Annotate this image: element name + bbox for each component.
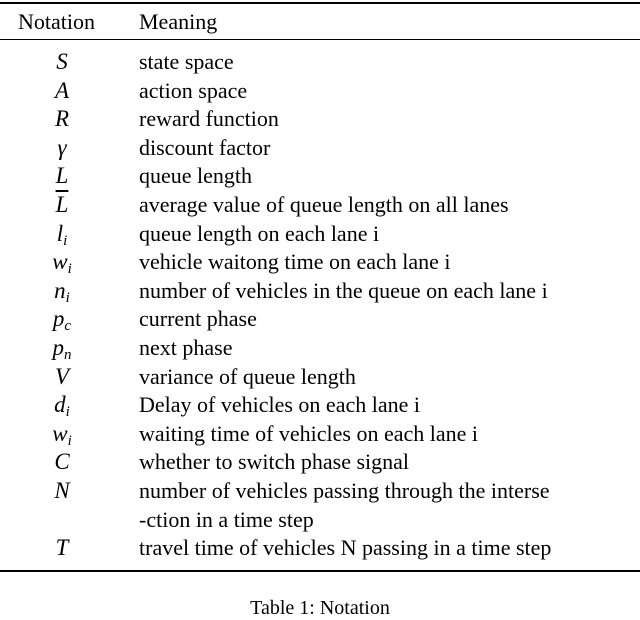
symbol-base: N (54, 477, 70, 503)
notation-meaning (139, 448, 409, 477)
notation-meaning (139, 105, 279, 134)
notation-symbol (0, 48, 124, 76)
symbol-base: $\overline{L}$ (55, 191, 69, 217)
symbol-base: S (56, 49, 68, 74)
notation-meaning (139, 363, 356, 392)
meaning-text: discount factor (139, 134, 271, 160)
notation-symbol (0, 134, 124, 162)
notation-symbol (0, 277, 124, 305)
symbol-subscript: c (64, 318, 72, 335)
table-header-row (0, 4, 640, 39)
meaning-text: variance of queue length (139, 363, 356, 389)
notation-meaning (139, 391, 420, 420)
notation-symbol (0, 248, 124, 276)
meaning-text: travel time of vehicles N passing in a time step (139, 535, 552, 561)
notation-symbol (0, 420, 124, 448)
notation-meaning (139, 77, 247, 106)
table-body (0, 48, 640, 563)
notation-meaning (139, 277, 548, 306)
symbol-base: w (52, 420, 68, 446)
meaning-text: number of vehicles passing through the interse (139, 477, 550, 503)
meaning-text: queue length on each lane i (139, 220, 380, 246)
symbol-subscript: i (67, 261, 72, 278)
header-notation: Notation (18, 9, 95, 34)
meaning-text: reward function (139, 106, 279, 132)
notation-meaning (139, 420, 478, 449)
symbol-subscript: i (65, 404, 70, 421)
symbol-base: R (54, 106, 70, 132)
notation-symbol (0, 477, 124, 505)
table-row (0, 391, 640, 420)
notation-symbol (0, 220, 124, 248)
symbol-base: V (54, 363, 70, 389)
notation-symbol (0, 334, 124, 362)
table-row (0, 448, 640, 477)
notation-meaning (139, 220, 379, 249)
table-row (0, 191, 640, 220)
meaning-text: state space (139, 49, 234, 74)
notation-meaning (139, 48, 234, 77)
meaning-text: average value of queue length on all lanes (139, 191, 509, 217)
symbol-subscript: n (64, 346, 72, 363)
symbol-base: l (56, 220, 64, 246)
notation-symbol (0, 191, 124, 219)
symbol-base: γ (57, 134, 67, 160)
notation-meaning (139, 191, 509, 220)
symbol-base: n (54, 277, 66, 303)
table-row (0, 363, 640, 392)
symbol-base: p (52, 334, 64, 360)
table-row (0, 77, 640, 106)
meaning-text: action space (139, 77, 248, 103)
symbol-subscript: i (67, 432, 72, 449)
meaning-text: vehicle waitong time on each lane i (139, 249, 451, 275)
notation-symbol (0, 305, 124, 333)
symbol-base: w (52, 249, 68, 275)
table-row (0, 420, 640, 449)
notation-symbol (0, 391, 124, 419)
notation-meaning (139, 248, 451, 277)
symbol-base: L (55, 163, 69, 189)
header-meaning: Meaning (139, 9, 218, 34)
meaning-text: number of vehicles in the queue on each lane i (139, 277, 548, 303)
meaning-text: current phase (139, 306, 257, 332)
notation-meaning (139, 334, 232, 363)
table-row (0, 162, 640, 191)
table-caption: Table 1: Notation (250, 597, 390, 619)
table-row (0, 277, 640, 306)
table-row (0, 48, 640, 77)
table-bottom-rule (0, 570, 640, 572)
meaning-text: whether to switch phase signal (139, 449, 410, 475)
notation-meaning (139, 534, 551, 563)
symbol-base: T (55, 535, 69, 561)
meaning-text: next phase (139, 334, 233, 360)
meaning-text: waiting time of vehicles on each lane i (139, 420, 479, 446)
notation-symbol (0, 105, 124, 133)
table-row (0, 477, 640, 534)
notation-meaning (139, 477, 550, 534)
notation-symbol (0, 162, 124, 190)
notation-symbol (0, 534, 124, 562)
symbol-base: C (54, 449, 70, 475)
table-row (0, 248, 640, 277)
symbol-base: A (54, 77, 70, 103)
meaning-text: queue length (139, 163, 253, 189)
notation-meaning (139, 305, 257, 334)
notation-meaning (139, 162, 252, 191)
table-header-rule (0, 39, 640, 40)
symbol-base: d (54, 392, 66, 418)
table-row (0, 220, 640, 249)
notation-symbol (0, 363, 124, 391)
table-row (0, 134, 640, 163)
table-row (0, 534, 640, 563)
notation-symbol (0, 448, 124, 476)
symbol-subscript: i (63, 232, 68, 249)
symbol-subscript: i (65, 289, 70, 306)
meaning-text: Delay of vehicles on each lane i (139, 392, 420, 418)
table-row (0, 105, 640, 134)
notation-meaning (139, 134, 270, 163)
table-row (0, 334, 640, 363)
table-row (0, 305, 640, 334)
notation-symbol (0, 77, 124, 105)
meaning-text-continued: -ction in a time step (139, 506, 314, 532)
symbol-base: p (52, 306, 65, 332)
